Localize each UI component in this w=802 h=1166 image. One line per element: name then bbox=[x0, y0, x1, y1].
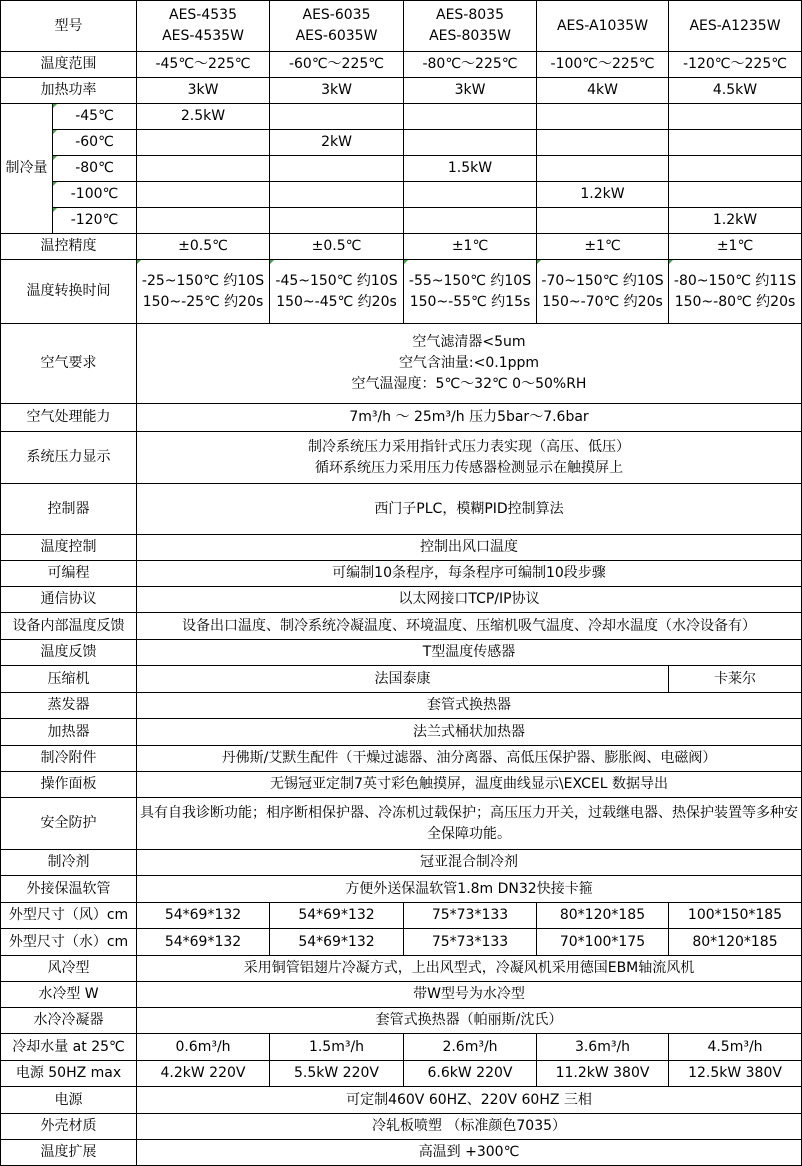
switch-time-cell: -25~150℃ 约10S 150~-25℃ 约20s bbox=[137, 260, 270, 324]
cooling-cell bbox=[270, 156, 404, 182]
water-cooled-cell: 带W型号为水冷型 bbox=[137, 982, 802, 1008]
programmable-label: 可编程 bbox=[1, 561, 137, 587]
size-water-label: 外型尺寸（水）cm bbox=[1, 929, 137, 956]
row-air-cooled bbox=[1, 956, 802, 982]
row-compressor bbox=[1, 666, 802, 693]
row-pressure-display bbox=[1, 432, 802, 484]
power-label: 电源 bbox=[1, 1087, 137, 1114]
temp-range-cell: -80℃～225℃ bbox=[404, 52, 537, 78]
air-req-label: 空气要求 bbox=[1, 324, 137, 404]
safety-cell: 具有自我诊断功能；相序断相保护器、冷冻机过载保护；高压压力开关，过载继电器、热保护装置等多种安全保障功能。 bbox=[137, 798, 802, 850]
water-condenser-cell: 套管式换热器（帕丽斯/沈氏） bbox=[137, 1008, 802, 1034]
size-water-cell: 54*69*132 bbox=[137, 929, 270, 956]
cooling-cell bbox=[404, 130, 537, 156]
cooling-water-cell: 1.5m³/h bbox=[270, 1034, 404, 1061]
temp-feedback-cell: T型温度传感器 bbox=[137, 640, 802, 666]
size-water-cell: 70*100*175 bbox=[537, 929, 669, 956]
row-heater bbox=[1, 719, 802, 746]
safety-label: 安全防护 bbox=[1, 798, 137, 850]
shell-label: 外壳材质 bbox=[1, 1114, 137, 1140]
air-req-cell: 空气滤清器<5um 空气含油量:<0.1ppm 空气温湿度：5℃～32℃ 0～50%RH bbox=[137, 324, 802, 404]
programmable-cell: 可编制10条程序，每条程序可编制10段步骤 bbox=[137, 561, 802, 587]
row-temp-range bbox=[1, 52, 802, 78]
cooling-cell bbox=[669, 182, 802, 208]
size-air-cell: 100*150*185 bbox=[669, 903, 802, 929]
cooling-cell bbox=[404, 208, 537, 234]
size-air-cell: 75*73*133 bbox=[404, 903, 537, 929]
refrigerant-label: 制冷剂 bbox=[1, 850, 137, 876]
row-power-50 bbox=[1, 1061, 802, 1087]
cooling-cell: 1.2kW bbox=[537, 182, 669, 208]
precision-cell: ±1℃ bbox=[404, 234, 537, 260]
heating-cell: 3kW bbox=[270, 78, 404, 104]
refrigerant-cell: 冠亚混合制冷剂 bbox=[137, 850, 802, 876]
air-capacity-cell: 7m³/h ～ 25m³/h 压力5bar～7.6bar bbox=[137, 404, 802, 432]
cooling-cell bbox=[537, 130, 669, 156]
cooling-cell bbox=[404, 182, 537, 208]
row-cooling bbox=[1, 208, 802, 234]
row-hose bbox=[1, 876, 802, 903]
heater-label: 加热器 bbox=[1, 719, 137, 746]
temp-range-label: 温度范围 bbox=[1, 52, 137, 78]
row-cooling bbox=[1, 104, 802, 130]
cooling-parts-label: 制冷附件 bbox=[1, 746, 137, 772]
cooling-water-cell: 3.6m³/h bbox=[537, 1034, 669, 1061]
cooling-cell bbox=[537, 104, 669, 130]
cooling-parts-cell: 丹佛斯/艾默生配件（干燥过滤器、油分离器、高低压保护器、膨胀阀、电磁阀） bbox=[137, 746, 802, 772]
cooling-cell bbox=[270, 208, 404, 234]
cooling-water-cell: 0.6m³/h bbox=[137, 1034, 270, 1061]
controller-cell: 西门子PLC，模糊PID控制算法 bbox=[137, 484, 802, 535]
cooling-water-label: 冷却水量 at 25℃ bbox=[1, 1034, 137, 1061]
hose-label: 外接保温软管 bbox=[1, 876, 137, 903]
size-air-cell: 80*120*185 bbox=[537, 903, 669, 929]
cooling-cell bbox=[537, 156, 669, 182]
row-shell bbox=[1, 1114, 802, 1140]
size-air-label: 外型尺寸（风）cm bbox=[1, 903, 137, 929]
power-cell: 可定制460V 60HZ、220V 60HZ 三相 bbox=[137, 1087, 802, 1114]
row-temp-feedback bbox=[1, 640, 802, 666]
row-cooling bbox=[1, 182, 802, 208]
switch-time-cell: -80~150℃ 约11S 150~-80℃ 约20s bbox=[669, 260, 802, 324]
cooling-temp: -80℃ bbox=[53, 156, 137, 182]
row-cooling-parts bbox=[1, 746, 802, 772]
heating-cell: 4kW bbox=[537, 78, 669, 104]
cooling-cell bbox=[669, 130, 802, 156]
switch-time-label: 温度转换时间 bbox=[1, 260, 137, 324]
panel-label: 操作面板 bbox=[1, 772, 137, 798]
row-cooling-water bbox=[1, 1034, 802, 1061]
compressor-cell: 法国泰康 bbox=[137, 666, 669, 693]
heating-cell: 4.5kW bbox=[669, 78, 802, 104]
temp-control-cell: 控制出风口温度 bbox=[137, 535, 802, 561]
temp-ext-label: 温度扩展 bbox=[1, 1140, 137, 1166]
model-cell: AES-A1235W bbox=[669, 1, 802, 52]
temp-range-cell: -120℃～225℃ bbox=[669, 52, 802, 78]
compressor-label: 压缩机 bbox=[1, 666, 137, 693]
protocol-cell: 以太网接口TCP/IP协议 bbox=[137, 587, 802, 613]
power-50-cell: 12.5kW 380V bbox=[669, 1061, 802, 1087]
model-cell: AES-4535 AES-4535W bbox=[137, 1, 270, 52]
size-water-cell: 75*73*133 bbox=[404, 929, 537, 956]
model-cell: AES-6035 AES-6035W bbox=[270, 1, 404, 52]
panel-cell: 无锡冠亚定制7英寸彩色触摸屏，温度曲线显示\EXCEL 数据导出 bbox=[137, 772, 802, 798]
row-model bbox=[1, 1, 802, 52]
cooling-cell bbox=[669, 156, 802, 182]
air-cooled-label: 风冷型 bbox=[1, 956, 137, 982]
temp-range-cell: -100℃～225℃ bbox=[537, 52, 669, 78]
model-label: 型号 bbox=[1, 1, 137, 52]
cooling-cell: 1.2kW bbox=[669, 208, 802, 234]
row-cooling bbox=[1, 130, 802, 156]
cooling-water-cell: 2.6m³/h bbox=[404, 1034, 537, 1061]
cooling-cell bbox=[137, 208, 270, 234]
cooling-cell bbox=[137, 182, 270, 208]
row-temp-control bbox=[1, 535, 802, 561]
temp-range-cell: -45℃～225℃ bbox=[137, 52, 270, 78]
power-50-cell: 4.2kW 220V bbox=[137, 1061, 270, 1087]
heater-cell: 法兰式桶状加热器 bbox=[137, 719, 802, 746]
cooling-cell bbox=[270, 104, 404, 130]
row-evaporator bbox=[1, 693, 802, 719]
cooling-temp: -100℃ bbox=[53, 182, 137, 208]
evaporator-cell: 套管式换热器 bbox=[137, 693, 802, 719]
precision-label: 温控精度 bbox=[1, 234, 137, 260]
row-size-water bbox=[1, 929, 802, 956]
protocol-label: 通信协议 bbox=[1, 587, 137, 613]
cooling-label: 制冷量 bbox=[1, 104, 53, 234]
row-cooling bbox=[1, 156, 802, 182]
row-water-cooled bbox=[1, 982, 802, 1008]
cooling-cell bbox=[137, 130, 270, 156]
row-panel bbox=[1, 772, 802, 798]
cooling-cell: 2kW bbox=[270, 130, 404, 156]
size-air-cell: 54*69*132 bbox=[270, 903, 404, 929]
model-cell: AES-8035 AES-8035W bbox=[404, 1, 537, 52]
cooling-cell bbox=[669, 104, 802, 130]
row-switch-time bbox=[1, 260, 802, 324]
cooling-temp: -60℃ bbox=[53, 130, 137, 156]
cooling-temp: -45℃ bbox=[53, 104, 137, 130]
hose-cell: 方便外送保温软管1.8m DN32快接卡箍 bbox=[137, 876, 802, 903]
temp-range-cell: -60℃～225℃ bbox=[270, 52, 404, 78]
cooling-cell bbox=[137, 156, 270, 182]
row-safety bbox=[1, 798, 802, 850]
power-50-cell: 5.5kW 220V bbox=[270, 1061, 404, 1087]
temp-feedback-label: 温度反馈 bbox=[1, 640, 137, 666]
shell-cell: 冷轧板喷塑 （标准颜色7035） bbox=[137, 1114, 802, 1140]
row-internal-feedback bbox=[1, 613, 802, 640]
temp-ext-cell: 高温到 +300℃ bbox=[137, 1140, 802, 1166]
model-cell: AES-A1035W bbox=[537, 1, 669, 52]
heating-cell: 3kW bbox=[137, 78, 270, 104]
cooling-cell bbox=[270, 182, 404, 208]
cooling-cell: 2.5kW bbox=[137, 104, 270, 130]
switch-time-cell: -55~150℃ 约10S 150~-55℃ 约15s bbox=[404, 260, 537, 324]
controller-label: 控制器 bbox=[1, 484, 137, 535]
temp-control-label: 温度控制 bbox=[1, 535, 137, 561]
row-heating bbox=[1, 78, 802, 104]
heating-cell: 3kW bbox=[404, 78, 537, 104]
water-cooled-label: 水冷型 W bbox=[1, 982, 137, 1008]
size-water-cell: 54*69*132 bbox=[270, 929, 404, 956]
power-50-cell: 6.6kW 220V bbox=[404, 1061, 537, 1087]
row-power bbox=[1, 1087, 802, 1114]
precision-cell: ±0.5℃ bbox=[137, 234, 270, 260]
row-water-condenser bbox=[1, 1008, 802, 1034]
internal-feedback-cell: 设备出口温度、制冷系统冷凝温度、环境温度、压缩机吸气温度、冷却水温度（水冷设备有） bbox=[137, 613, 802, 640]
row-temp-ext bbox=[1, 1140, 802, 1166]
row-size-air bbox=[1, 903, 802, 929]
cooling-cell bbox=[404, 104, 537, 130]
water-condenser-label: 水冷冷凝器 bbox=[1, 1008, 137, 1034]
row-protocol bbox=[1, 587, 802, 613]
cooling-cell: 1.5kW bbox=[404, 156, 537, 182]
precision-cell: ±1℃ bbox=[669, 234, 802, 260]
precision-cell: ±1℃ bbox=[537, 234, 669, 260]
pressure-display-label: 系统压力显示 bbox=[1, 432, 137, 484]
size-air-cell: 54*69*132 bbox=[137, 903, 270, 929]
cooling-temp: -120℃ bbox=[53, 208, 137, 234]
power-50-label: 电源 50HZ max bbox=[1, 1061, 137, 1087]
pressure-display-cell: 制冷系统压力采用指针式压力表实现（高压、低压） 循环系统压力采用压力传感器检测显示在触摸屏上 bbox=[137, 432, 802, 484]
air-cooled-cell: 采用铜管铝翅片冷凝方式，上出风型式，冷凝风机采用德国EBM轴流风机 bbox=[137, 956, 802, 982]
switch-time-cell: -70~150℃ 约10S 150~-70℃ 约20s bbox=[537, 260, 669, 324]
switch-time-cell: -45~150℃ 约10S 150~-45℃ 约20s bbox=[270, 260, 404, 324]
power-50-cell: 11.2kW 380V bbox=[537, 1061, 669, 1087]
row-air-req bbox=[1, 324, 802, 404]
air-capacity-label: 空气处理能力 bbox=[1, 404, 137, 432]
precision-cell: ±0.5℃ bbox=[270, 234, 404, 260]
row-precision bbox=[1, 234, 802, 260]
row-controller bbox=[1, 484, 802, 535]
row-programmable bbox=[1, 561, 802, 587]
evaporator-label: 蒸发器 bbox=[1, 693, 137, 719]
compressor-cell: 卡莱尔 bbox=[669, 666, 802, 693]
cooling-cell bbox=[537, 208, 669, 234]
cooling-water-cell: 4.5m³/h bbox=[669, 1034, 802, 1061]
size-water-cell: 80*120*185 bbox=[669, 929, 802, 956]
row-refrigerant bbox=[1, 850, 802, 876]
row-air-capacity bbox=[1, 404, 802, 432]
heating-label: 加热功率 bbox=[1, 78, 137, 104]
internal-feedback-label: 设备内部温度反馈 bbox=[1, 613, 137, 640]
